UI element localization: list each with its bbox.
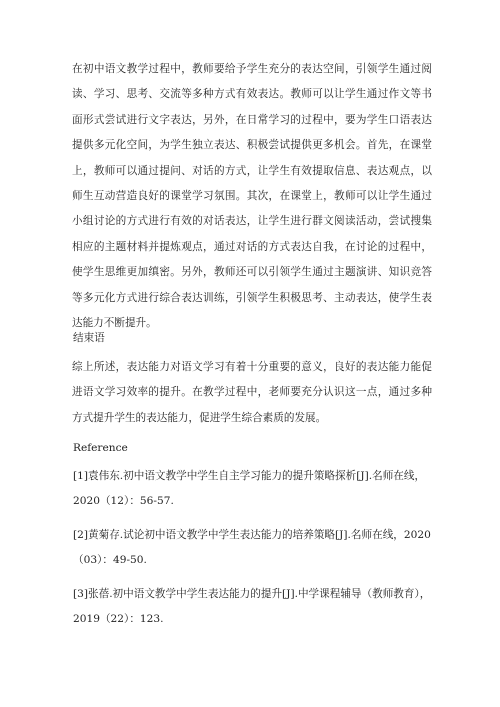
body-paragraph: 在初中语文教学过程中，教师要给予学生充分的表达空间，引领学生通过阅读、学习、思考、交流等多种方式有效表达。教师可以让学生通过作文等书面形式尝试进行文字表达，另外，在日常学习的过程中，要为学生口语表达提供多元化空间，为学生独立表达、积极尝试提供更多机会。首先，在课堂上，教师可以通过提问、对话的方式，让学生有效提取信息、表达观点，以师生互动营造良好的课堂学习氛围。其次，在课堂上，教师可以让学生通过小组讨论的方式进行有效的对话表达，让学生进行群文阅读活动，尝试搜集相应的主题材料并提炼观点，通过对话的方式表达自我，在讨论的过程中，使学生思维更加缜密。另外，教师还可以引领学生通过主题演讲、知识竞答等多元化方式进行综合表达训练，引领学生积极思考、主动表达，使学生表达能力不断提升。 — [72, 63, 432, 330]
reference-item-1: [1]袁伟东.初中语文教学中学生自主学习能力的提升策略探析[J].名师在线，2020（12）：56-57. — [73, 470, 426, 507]
reference-item-2: [2]黄菊存.试论初中语文教学中学生表达能力的培养策略[J].名师在线，2020（03）：49-50. — [73, 529, 431, 566]
reference-heading: Reference — [73, 442, 128, 454]
conclusion-heading: 结束语 — [73, 332, 105, 344]
conclusion-paragraph: 综上所述，表达能力对语文学习有着十分重要的意义，良好的表达能力能促进语文学习效率的提升。在教学过程中，老师要充分认识这一点，通过多种方式提升学生的表达能力，促进学生综合素质的发展。 — [72, 361, 432, 424]
reference-item-3: [3]张蓓.初中语文教学中学生表达能力的提升[J].中学课程辅导（教师教育），2019（22）：123. — [73, 588, 431, 625]
